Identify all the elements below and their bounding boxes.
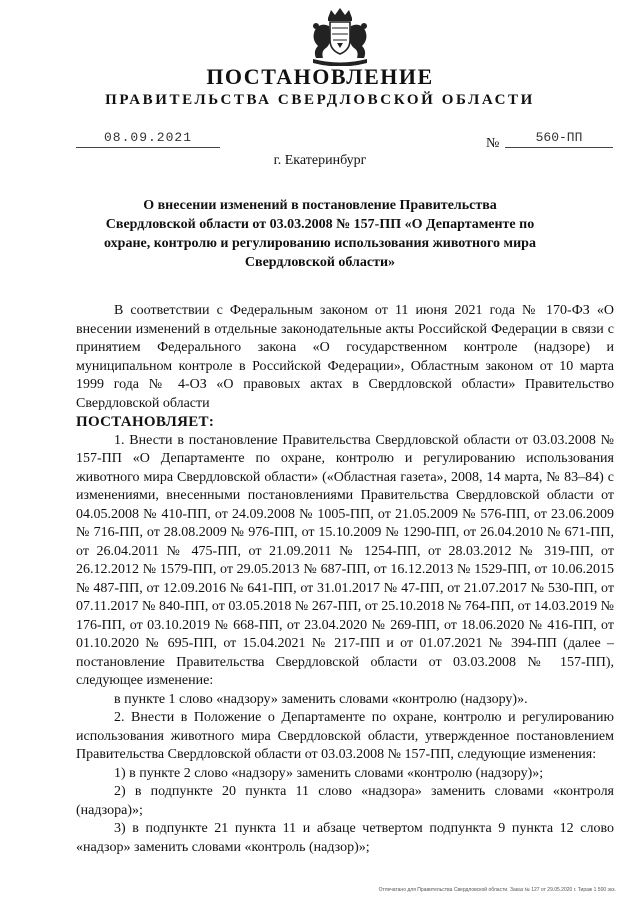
resolves-keyword: ПОСТАНОВЛЯЕТ: [76, 414, 215, 430]
document-body [76, 302, 614, 857]
document-date: 08.09.2021 [76, 130, 220, 148]
item-2-paragraph: 2. Внести в Положение о Департаменте по охране, контролю и регулированию использования животного мира Свердловской области, утвержденное постановлением Правительства Свердловской области от 03.03.2008 № 157-ПП, следующие изменения: [76, 710, 614, 762]
item-2-sub-1: 1) в пункте 2 слово «надзору» заменить словами «контролю (надзору)»; [114, 765, 544, 781]
number-sign: № [486, 136, 500, 151]
city: г. Екатеринбург [273, 153, 367, 168]
item-2-sub-3: 3) в подпункте 21 пункта 11 и абзаце четвертом подпункта 9 пункта 12 слово «надзор» заменить словами «контроль (надзор)»; [76, 821, 614, 855]
item-1-change: в пункте 1 слово «надзору» заменить словами «контролю (надзору)». [114, 691, 528, 707]
coat-of-arms-icon [301, 6, 379, 66]
document-title: ПОСТАНОВЛЕНИЕ [206, 64, 434, 89]
preamble-paragraph: В соответствии с Федеральным законом от 11 июня 2021 года № 170-ФЗ «О внесении изменений в отдельные законодательные акты Российской Федерации в связи с принятием Федерального закона «О государственном контроле (надзоре) и муниципальном контроле в Российской Федерации», Областным законом от 10 марта 1999 года № 4-ОЗ «О правовых актах в Свердловской области» Правительство Свердловской области [76, 303, 614, 411]
document-heading: О внесении изменений в постановление Правительства Свердловской области от 03.03.2008 № 157-ПП «О Департаменте по охране, контролю и регулированию использования животного мира Свердловской области» [104, 198, 536, 270]
document-subtitle: ПРАВИТЕЛЬСТВА СВЕРДЛОВСКОЙ ОБЛАСТИ [105, 92, 535, 108]
document-number: 560-ПП [505, 130, 613, 148]
item-1-paragraph: 1. Внести в постановление Правительства Свердловской области от 03.03.2008 № 157-ПП «О Департаменте по охране, контролю и регулированию использования животного мира Свердловской области» («Областная газета», 2008, 14 марта, № 83–84) с изменениями, внесенными постановлениями Правительства Свердловской области от 04.05.2008 № 410-ПП, от 24.09.2008 № 1005-ПП, от 21.05.2009 № 576-ПП, от 23.06.2009 № 716-ПП, от 28.08.2009 № 976-ПП, от 15.10.2009 № 1290-ПП, от 26.04.2010 № 671-ПП, от 26.04.2011 № 475-ПП, от 21.09.2011 № 1254-ПП, от 28.03.2012 № 319-ПП, от 26.12.2012 № 1579-ПП, от 29.05.2013 № 687-ПП, от 16.12.2013 № 1529-ПП, от 10.06.2015 № 487-ПП, от 12.09.2016 № 641-ПП, от 31.01.2017 № 47-ПП, от 21.07.2017 № 530-ПП, от 07.11.2017 № 840-ПП, от 03.05.2018 № 267-ПП, от 25.10.2018 № 764-ПП, от 14.03.2019 № 176-ПП, от 03.10.2019 № 668-ПП, от 23.04.2020 № 269-ПП, от 18.06.2020 № 416-ПП, от 01.10.2020 № 695-ПП, от 15.04.2021 № 217-ПП и от 01.07.2021 № 394-ПП (далее – постановление Правительства Свердловской области от 03.03.2008 № 157-ПП), следующее изменение: [76, 432, 614, 688]
item-2-sub-2: 2) в подпункте 20 пункта 11 слово «надзора» заменить словами «контроля (надзора)»; [76, 784, 614, 818]
print-footer: Отпечатано для Правительства Свердловской области. Заказ № 127 от 29.05.2020 г. Тираж 1 500 экз. [378, 887, 616, 893]
